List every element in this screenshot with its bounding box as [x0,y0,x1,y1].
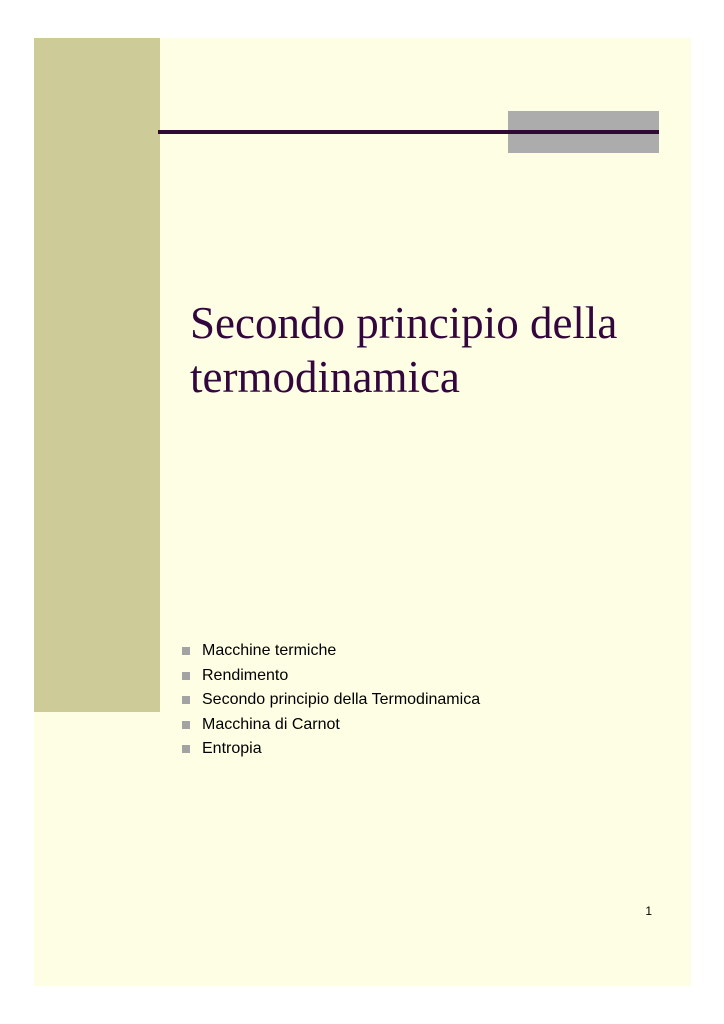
list-item [182,664,480,689]
square-bullet-icon [182,745,190,753]
left-decorative-band [34,38,160,712]
list-item-label: Entropia [202,740,262,758]
square-bullet-icon [182,672,190,680]
square-bullet-icon [182,696,190,704]
slide [34,38,691,986]
list-item-label: Macchina di Carnot [202,715,340,733]
square-bullet-icon [182,721,190,729]
list-item [182,737,480,762]
square-bullet-icon [182,647,190,655]
list-item-label: Rendimento [202,666,289,684]
list-item-label: Secondo principio della Termodinamica [202,691,481,709]
slide-title: Secondo principio della termodinamica [190,298,618,402]
page-number: 1 [645,904,652,918]
list-item [182,713,480,738]
header-rule-line-overlay [508,130,659,134]
topic-list [182,639,480,762]
list-item [182,639,480,664]
list-item [182,688,480,713]
list-item-label: Macchine termiche [202,642,337,660]
